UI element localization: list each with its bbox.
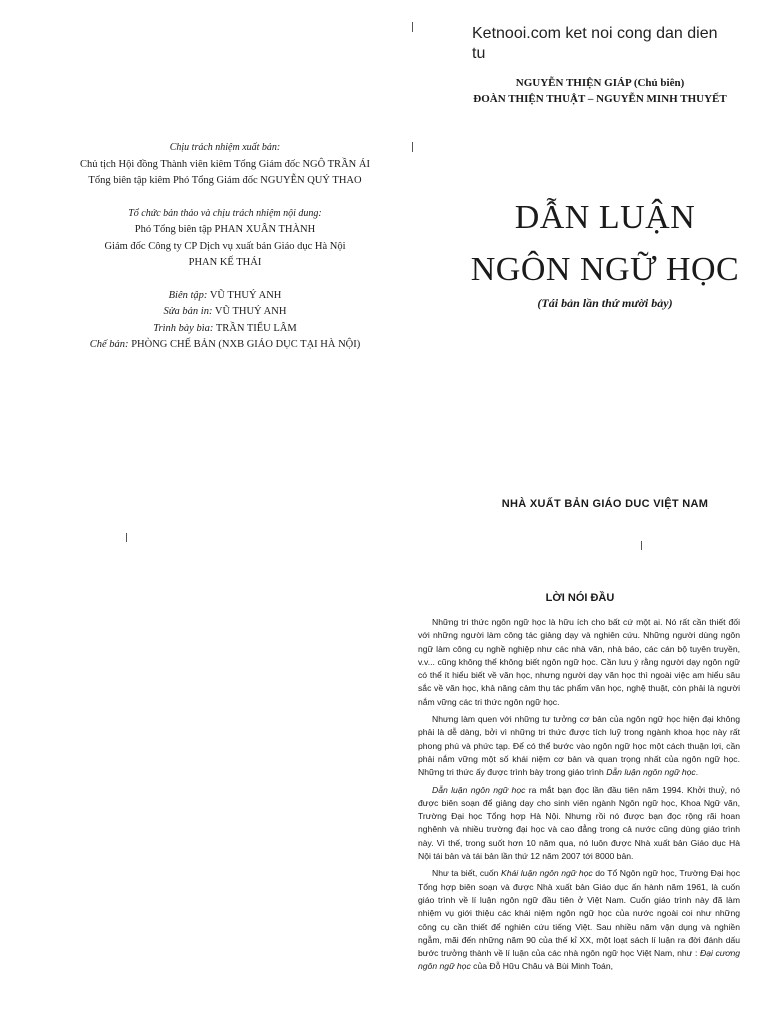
authors — [440, 75, 760, 107]
author-line-2: ĐOÀN THIỆN THUẬT – NGUYỄN MINH THUYẾT — [473, 93, 727, 105]
preface-paragraph: Dẫn luận ngôn ngữ học ra mắt bạn đọc lần đầu tiên năm 1994. Khởi thuỷ, nó được biên soạn để giảng dạy cho sinh viên ngành Ngôn ngữ học, Khoa Ngữ văn, Trường Đại học Tổng hợp Hà Nội. Nhưng rồi nó được bạn đọc rộng rãi hoan nghênh và nhiều trường đại học và cao đẳng trong cả nước cũng dùng giáo trình này. Vì thế, trong suốt hơn 10 năm qua, nó luôn được Nhà xuất bản Giáo dục Hà Nội tái bản và tái bản lần thứ 12 năm 2007 tới 8000 bản. — [418, 784, 740, 862]
preface-body — [418, 616, 740, 978]
typeset-label: Chế bản: — [89, 339, 129, 350]
colophon — [60, 140, 390, 354]
publishing-line-1: Chủ tịch Hội đồng Thành viên kiêm Tổng Giám đốc NGÔ TRẦN ÁI — [80, 158, 370, 170]
scan-mark — [641, 541, 642, 550]
author-line-1: NGUYỄN THIỆN GIÁP (Chủ biên) — [515, 77, 685, 89]
book-title-line-2: NGÔN NGỮ HỌC — [470, 251, 740, 288]
preface-paragraph: Những tri thức ngôn ngữ học là hữu ích cho bất cứ một ai. Nó rất cần thiết đối với những người làm công tác giảng dạy và nghiên cứu. Những người dùng ngôn ngữ làm công cụ nghề nghiệp như các nhà văn, nhà báo, các cán bộ tuyên truyền, v.v... cũng không thể không biết ngôn ngữ học. Cần lưu ý rằng người dạy ngôn ngữ có thể ít hiểu biết về văn học, nhưng người dạy văn học thì ngoài việc am hiểu sâu sắc về văn học, khả năng cảm thụ tác phẩm văn học, nghệ thuật, còn phải là người nắm vững các tri thức ngôn ngữ học. — [418, 617, 740, 707]
proof-value: VŨ THUÝ ANH — [214, 306, 287, 317]
scan-mark — [412, 142, 413, 152]
content-line-3: PHAN KẾ THÁI — [188, 257, 262, 268]
cover-label: Trình bày bìa: — [153, 322, 214, 334]
typeset-row — [60, 337, 390, 354]
preface-heading: LỜI NÓI ĐẦU — [545, 592, 615, 604]
publisher-name: NHÀ XUẤT BẢN GIÁO DUC VIỆT NAM — [501, 498, 709, 510]
content-heading: Tổ chức bản thảo và chịu trách nhiệm nội dung: — [128, 207, 322, 219]
cover-row — [60, 321, 390, 338]
proof-row — [60, 304, 390, 321]
content-line-2: Giám đốc Công ty CP Dịch vụ xuất bản Giáo dục Hà Nội — [104, 240, 346, 252]
preface-paragraph: Nhưng làm quen với những tư tưởng cơ bản của ngôn ngữ học hiện đại không phải là dễ dàng, bởi vì những tri thức được tích luỹ trong ngành khoa học này rất phong phú và phức tạp. Để có thể bước vào ngôn ngữ học một cách thuận lợi, cần phải nắm vững một số khái niệm cơ bản và quan trọng nhất của ngôn ngữ học. Những tri thức ấy được trình bày trong giáo trình Dẫn luận ngôn ngữ học. — [418, 714, 740, 778]
editor-row — [60, 288, 390, 305]
preface-paragraph: Như ta biết, cuốn Khái luận ngôn ngữ học do Tổ Ngôn ngữ học, Trường Đại học Tổng hợp biên soạn và được Nhà xuất bản Giáo dục ấn hành năm 1961, là cuốn giáo trình về lí luận ngôn ngữ đầu tiên ở Việt Nam. Cuốn giáo trình này đã làm nhiệm vụ giới thiệu các khái niệm ngôn ngữ học của nước ngoài coi như những công cụ cần thiết để nghiên cứu tiếng Việt. Sau nhiều năm vận dụng và nghiền ngẫm, mãi đến những năm 90 của thế kỉ XX, một loạt sách lí luận ra đời đánh dấu bước trưởng thành về lí luận của các nhà ngôn ngữ học Việt Nam, như : Đại cương ngôn ngữ học của Đỗ Hữu Châu và Bùi Minh Toán, — [418, 868, 741, 972]
editor-value: VŨ THUÝ ANH — [209, 289, 282, 301]
scan-mark — [126, 533, 127, 542]
scan-mark — [412, 22, 413, 32]
cover-value: TRẦN TIỂU LÂM — [215, 322, 297, 334]
content-line-1: Phó Tổng biên tập PHAN XUÂN THÀNH — [134, 224, 316, 235]
book-title-line-1: DẪN LUẬN — [514, 199, 696, 236]
editor-label: Biên tập: — [168, 289, 208, 301]
publishing-heading: Chịu trách nhiệm xuất bản: — [169, 142, 281, 153]
typeset-value: PHÒNG CHẾ BẢN (NXB GIÁO DỤC TẠI HÀ NỘI) — [131, 339, 361, 350]
edition-note: (Tái bản lần thứ mười bảy) — [537, 296, 673, 310]
publishing-line-2: Tổng biên tập kiêm Phó Tổng Giám đốc NGUYỄN QUÝ THAO — [88, 175, 362, 186]
watermark-text: Ketnooi.com ket noi cong dan dien tu — [472, 25, 718, 62]
proof-label: Sửa bản in: — [163, 306, 213, 317]
